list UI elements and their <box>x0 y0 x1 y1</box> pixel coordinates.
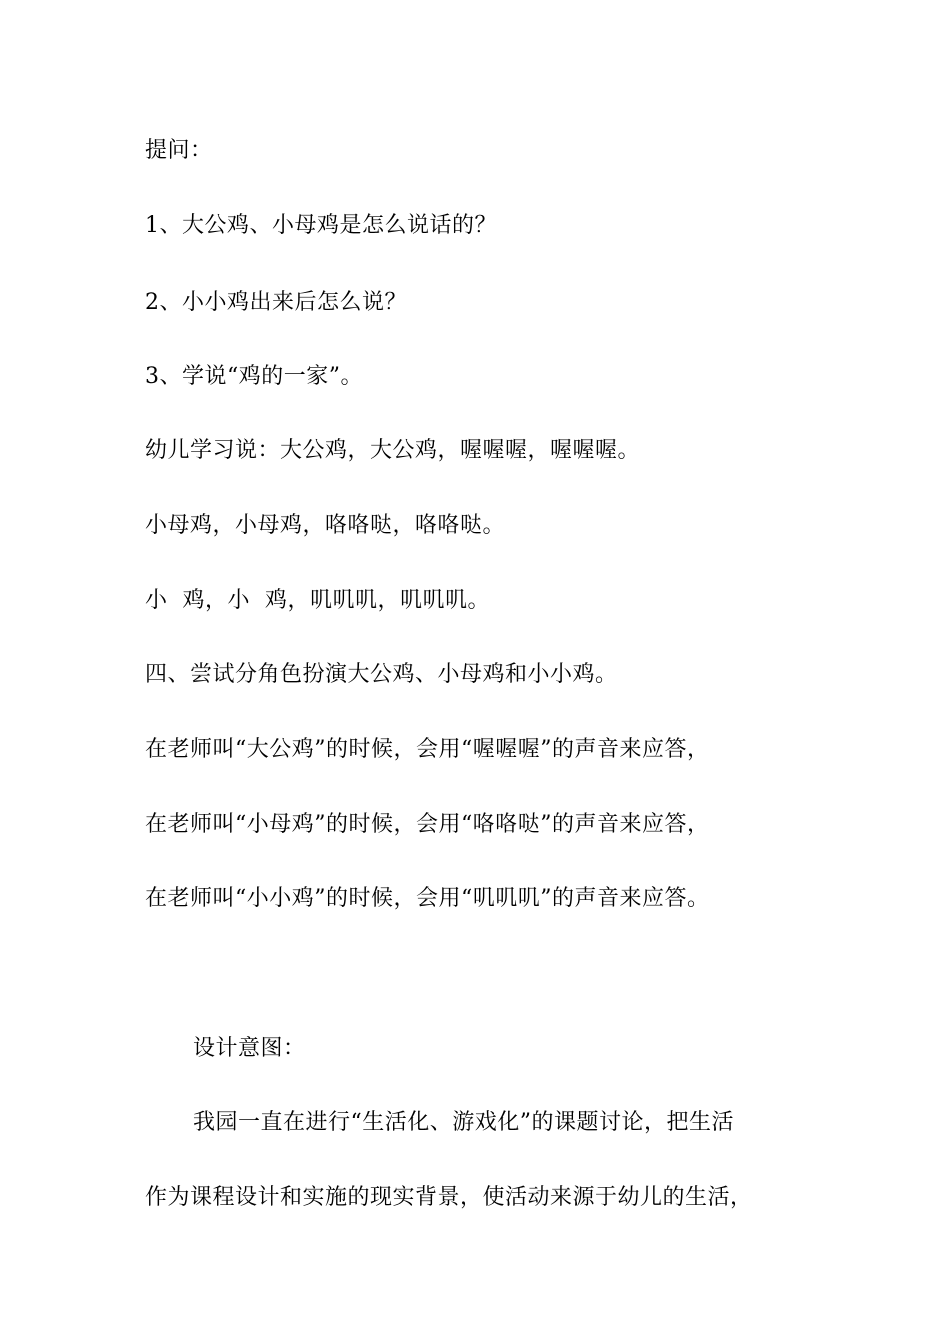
chant-line-chick: 小 鸡，小 鸡，叽叽叽，叽叽叽。 <box>145 588 490 613</box>
chant-line-rooster: 幼儿学习说：大公鸡，大公鸡，喔喔喔，喔喔喔。 <box>145 438 641 463</box>
role-play-line-chick: 在老师叫“小小鸡”的时候，会用“叽叽叽”的声音来应答。 <box>145 886 710 911</box>
question-item-3: 3、学说“鸡的一家”。 <box>145 364 363 389</box>
design-intent-heading: 设计意图： <box>193 1036 306 1061</box>
question-item-2: 2、小小鸡出来后怎么说？ <box>145 290 407 315</box>
section-four-heading: 四、尝试分角色扮演大公鸡、小母鸡和小小鸡。 <box>145 662 618 687</box>
question-item-1: 1、大公鸡、小母鸡是怎么说话的？ <box>145 213 497 238</box>
design-intent-paragraph-line-2: 作为课程设计和实施的现实背景，使活动来源于幼儿的生活， <box>145 1185 753 1210</box>
role-play-line-rooster: 在老师叫“大公鸡”的时候，会用“喔喔喔”的声音来应答， <box>145 737 710 762</box>
chant-line-hen: 小母鸡，小母鸡，咯咯哒，咯咯哒。 <box>145 513 506 538</box>
role-play-line-hen: 在老师叫“小母鸡”的时候，会用“咯咯哒”的声音来应答， <box>145 812 710 837</box>
question-heading: 提问： <box>145 138 213 163</box>
design-intent-paragraph-line-1: 我园一直在进行“生活化、游戏化”的课题讨论，把生活 <box>193 1110 734 1135</box>
